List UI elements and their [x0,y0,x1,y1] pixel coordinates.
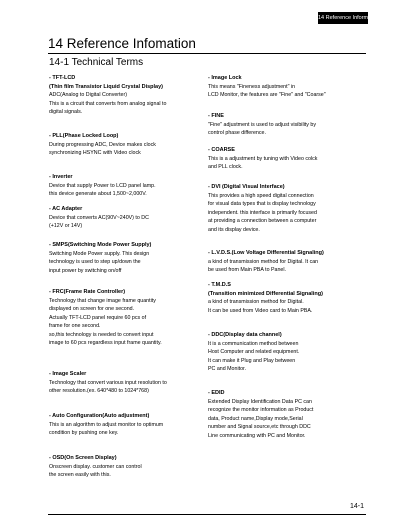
term-title: - T.M.D.S [208,282,231,288]
term-description-line: Line communicating with PC and Monitor. [208,432,306,439]
term-description-line: Device that converts AC(90V~240V) to DC [49,214,149,221]
term-title: - Image Lock [208,75,242,81]
term-title: - EDID [208,390,225,396]
term-entry [49,288,201,348]
term-entry [49,412,201,438]
term-title: - Image Scaler [49,371,87,377]
term-description-line: This provides a high speed digital connection [208,192,314,199]
term-description-line: Switching Mode Power supply. This design [49,250,150,257]
term-subtitle: (Transition minimized Differential Signaling) [208,290,323,297]
term-entry [208,389,360,440]
term-description-line: number and Signal source,etc through DDC [208,424,311,430]
term-description-line: this device generate about 1,500~2,000V. [49,191,147,197]
term-description-line: It is a communication method between [208,340,299,347]
term-description-line: a kind of transmission method for Digital. [208,299,304,305]
term-title: - FINE [208,113,224,119]
term-description-line: digital signals. [49,109,83,115]
term-description-line: Host Computer and related equipment. [208,349,300,355]
header-tab: 14 Reference Information [318,12,368,24]
page-number: 14-1 [349,503,364,510]
term-description-line: frame for one second. [49,323,101,329]
term-title: - L.V.D.S.(Low Voltage Differential Signaling) [208,250,324,256]
term-description-line: displayed on screen for one second. [49,306,135,312]
term-description-line: so,this technology is needed to convert input [49,331,154,338]
term-title: - DDC(Display data channel) [208,332,282,338]
term-title: - COARSE [208,147,235,153]
term-title: - AC Adapter [49,206,83,212]
term-description-line: and its display device. [208,226,260,233]
term-entry [49,132,201,158]
term-entry [49,74,201,117]
term-description-line: During progressing ADC, Device makes clock [49,141,156,148]
term-description-line: Extended Display Identification Data PC can [208,398,312,405]
term-description-line: independent. this interface is primarily focused [208,209,317,216]
term-description-line: Technology that change image frame quantity [49,297,156,304]
footer-rule [48,514,366,515]
section-title: 14-1 Technical Terms [49,57,144,68]
term-entry [49,454,201,480]
term-entry [49,173,201,199]
term-entry [208,146,360,172]
term-description-line: (+12V or 14V) [49,223,83,229]
term-title: - PLL(Phase Locked Loop) [49,133,119,139]
term-description-line: Technology that convert various input resolution to [49,379,167,386]
term-description-line: It can be used from Video card to Main PBA. [208,307,313,314]
term-description-line: data, Product name,Display mode,Serial [208,415,303,422]
term-description-line: Actually TFT-LCD panel require 60 pcs of [49,314,147,321]
term-title: - Auto Configuration(Auto adjustment) [49,413,150,419]
term-description-line: the screen easily with this. [49,472,111,478]
term-description-line: This is a adjustment by tuning with Video colck [208,155,318,162]
term-description-line: recognize the monitor information as Product [208,407,314,413]
term-description-line: Device that supply Power to LCD panel lamp. [49,182,156,189]
term-description-line: image to 60 pcs regardless input frame quantity. [49,340,162,346]
term-description-line: LCD Monitor, the features are "Fine" and "Coarse" [208,92,326,98]
term-title: - TFT-LCD [49,75,76,81]
term-entry [208,331,360,374]
term-description-line: ADC(Analog to Digital Converter) [49,92,128,98]
page-title: 14 Reference Infomation [48,36,366,54]
term-title: - Inverter [49,174,73,180]
term-title: - SMPS(Switching Mode Power Supply) [49,242,152,248]
term-description-line: be used from Main PBA to Panel. [208,267,287,273]
term-title: - DVI (Digital Visual Interface) [208,184,285,190]
term-description-line: synchronizing HSYNC with Video clock [49,150,141,156]
term-entry [208,249,360,275]
term-description-line: PC and Monitor. [208,366,246,372]
term-title: - OSD(On Screen Display) [49,455,117,461]
term-description-line: This means "Fineness adjustment" in [208,83,296,90]
term-description-line: control phase difference. [208,130,266,136]
term-entry [49,370,201,396]
term-entry [208,112,360,138]
term-description-line: a kind of transmission method for Digital. It can [208,258,319,265]
term-entry [208,183,360,234]
term-description-line: Onscreen display. customer can control [49,463,142,470]
term-description-line: input power by switching on/off [49,267,122,274]
term-description-line: condition by pushing one key. [49,430,119,436]
term-description-line: and PLL clock. [208,164,243,170]
term-entry [208,74,360,100]
term-entry [208,281,360,315]
term-description-line: at providing a connection between a computer [208,218,317,224]
term-description-line: "Fine" adjustment is used to adjust visibility by [208,121,316,128]
term-description-line: It can make it Plug and Play between [208,357,296,364]
term-entry [49,241,201,275]
term-subtitle: (Thin film Transistor Liquid Crystal Display) [49,83,163,90]
term-description-line: technology is used to step up/down the [49,259,141,265]
term-entry [49,205,201,231]
term-description-line: This is an algorithm to adjust monitor to optimum [49,421,164,428]
term-description-line: other resolution.(ex. 640*480 to 1024*768) [49,388,149,394]
term-title: - FRC(Frame Rate Controller) [49,289,126,295]
term-description-line: for visual data types that is display technology [208,201,316,207]
term-description-line: This is a circuit that converts from analog signal to [49,100,167,107]
